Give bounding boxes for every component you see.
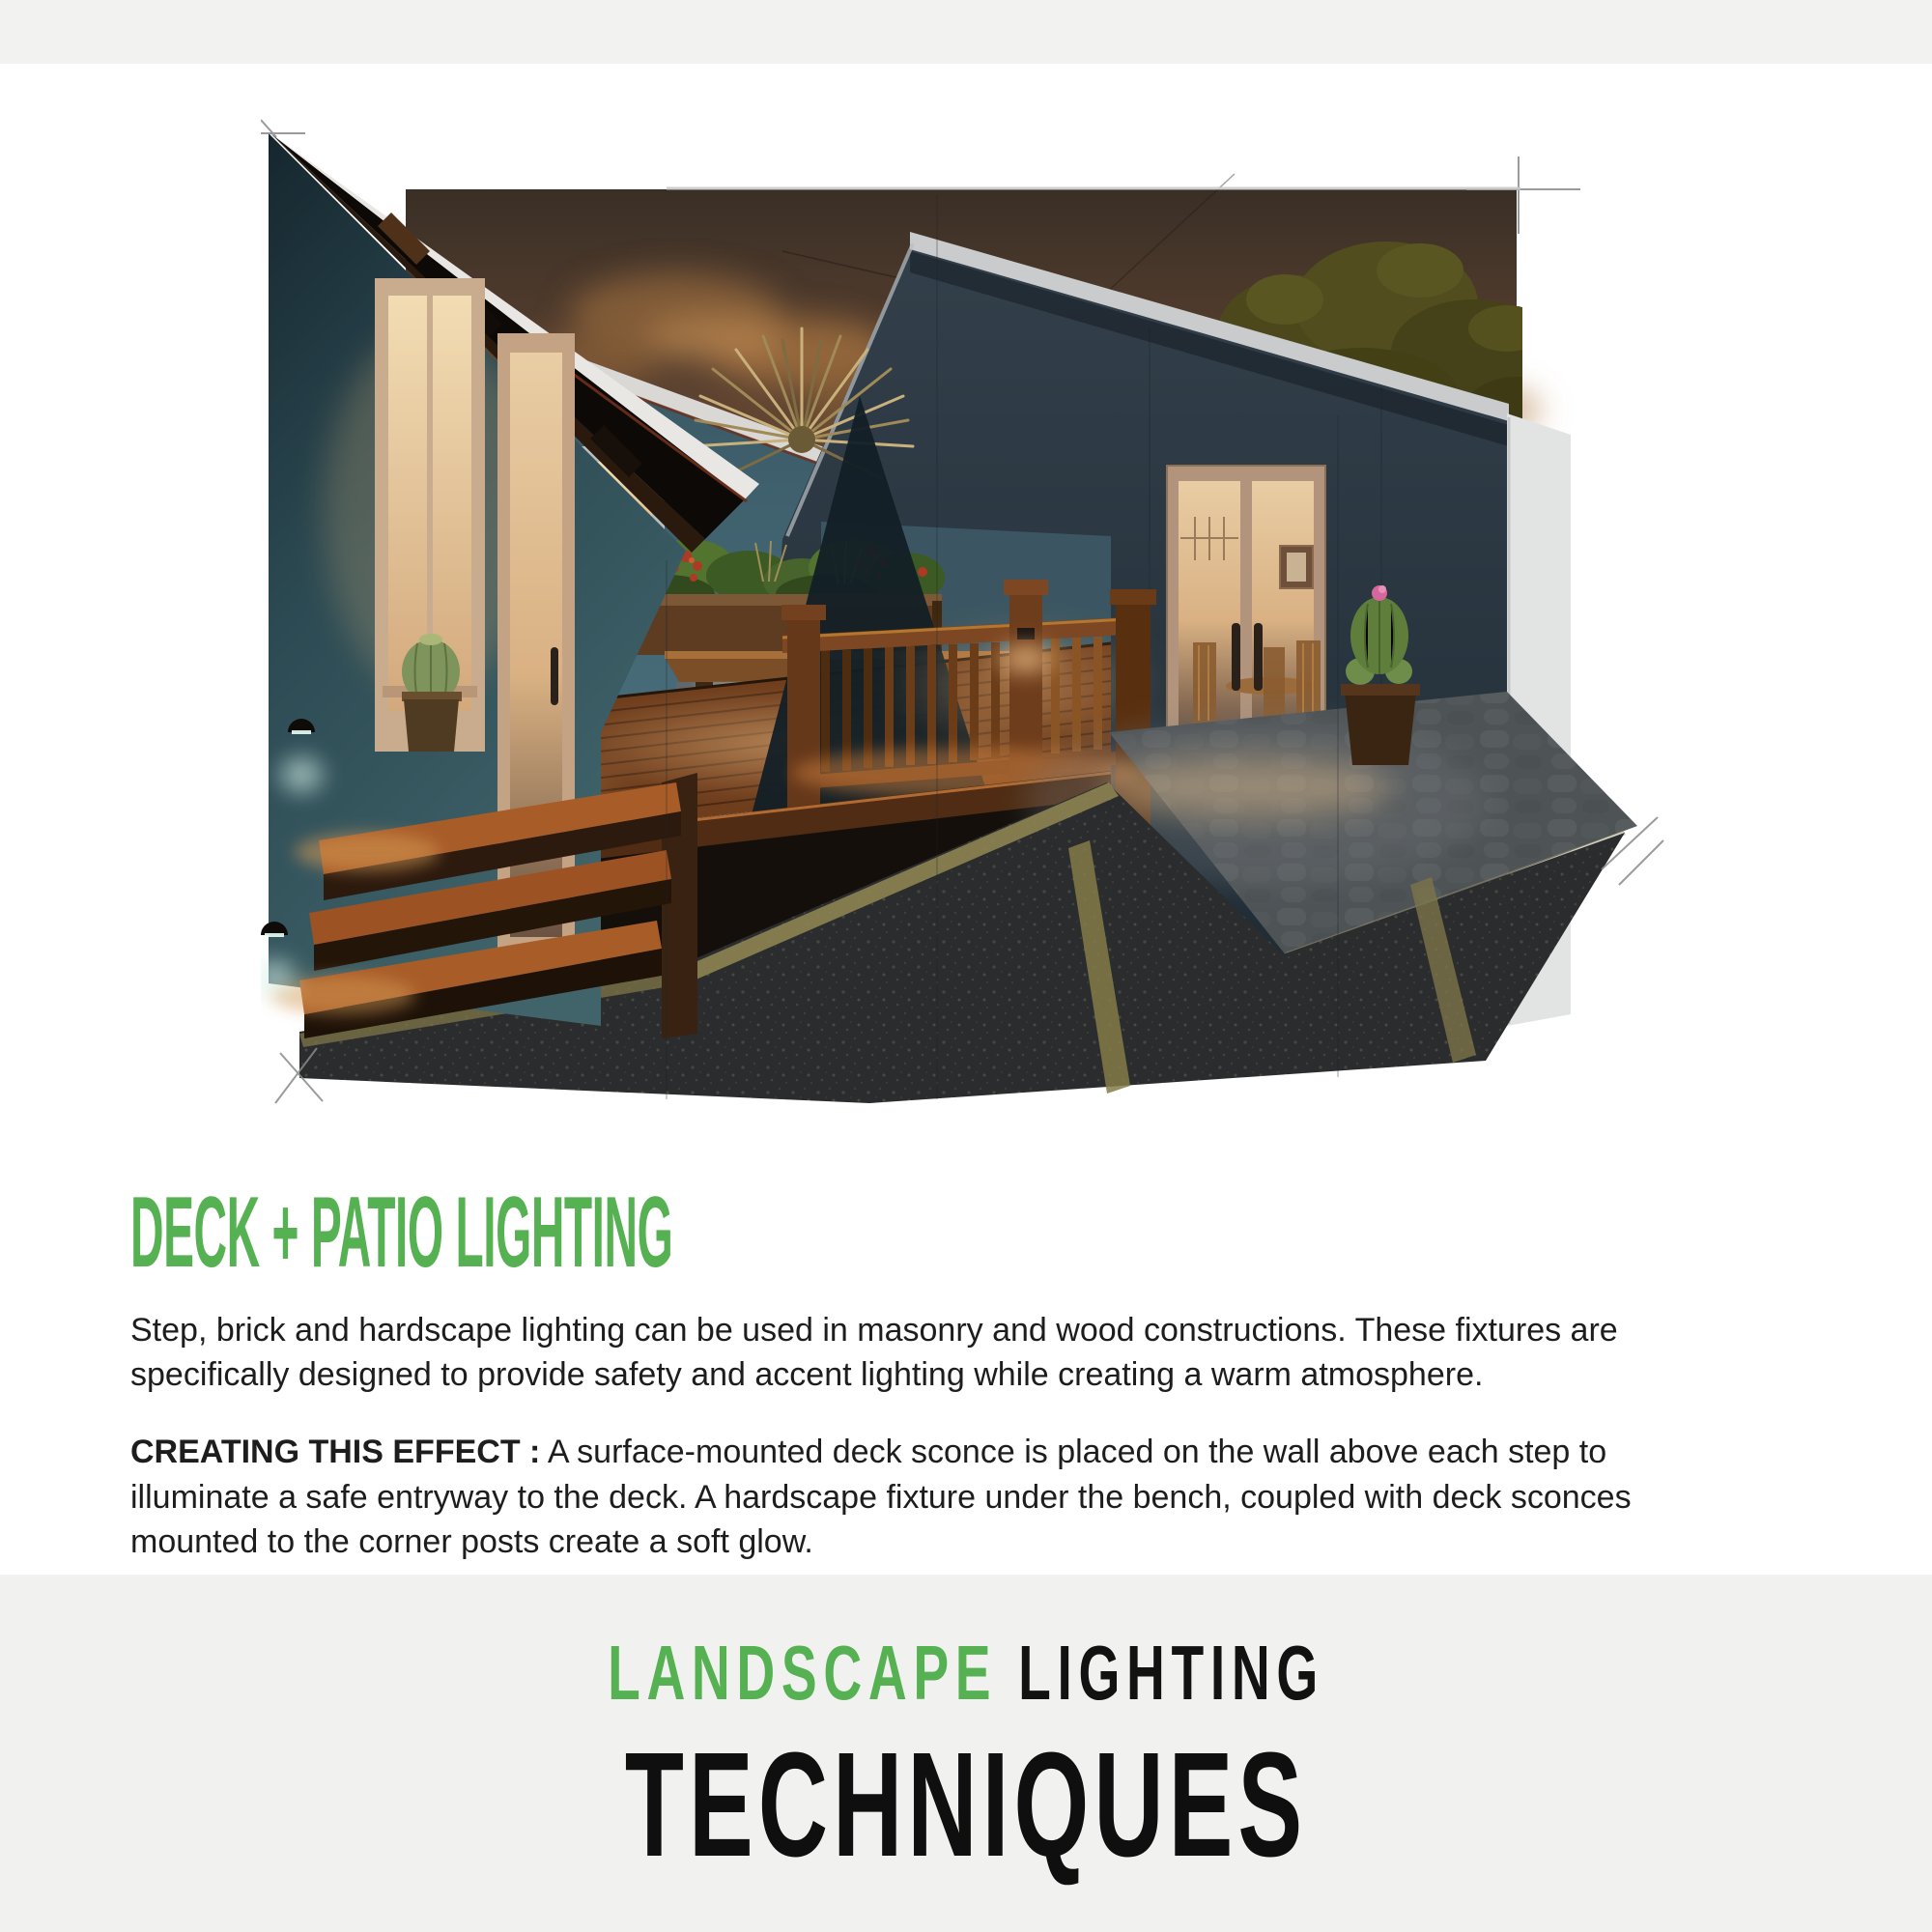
article-block: [130, 1177, 1763, 1597]
barrel-cactus-pot: [402, 634, 462, 752]
effect-paragraph: [130, 1430, 1753, 1564]
effect-text: A surface-mounted deck sconce is placed on the wall above each step to illuminate a safe entryway to the deck. A hardscape fixture under the bench, coupled with deck sconces mounted to the corner posts create a soft glow.: [130, 1434, 1632, 1560]
door-handle-icon: [551, 647, 558, 705]
footer-band: [0, 1575, 1932, 1932]
door-light-pool: [1101, 756, 1391, 818]
effect-lead: CREATING THIS EFFECT :: [130, 1434, 541, 1471]
brand-accent: LANDSCAPE: [608, 1630, 998, 1716]
door-handle-icon: [1232, 623, 1240, 691]
deck-patio-illustration: [261, 106, 1671, 1111]
brand-line: [299, 1629, 1633, 1718]
top-gray-band: [0, 0, 1932, 64]
brand-rest: LIGHTING: [997, 1630, 1324, 1716]
door-handle-icon: [1254, 623, 1263, 691]
page-title: DECK + PATIO LIGHTING: [130, 1177, 673, 1289]
intro-paragraph: Step, brick and hardscape lighting can be used in masonry and wood constructions. These fixtures are specifically designed to provide safety and accent lighting while creating a warm atmosphere.: [130, 1312, 1618, 1394]
brand-title: TECHNIQUES: [624, 1721, 1308, 1888]
